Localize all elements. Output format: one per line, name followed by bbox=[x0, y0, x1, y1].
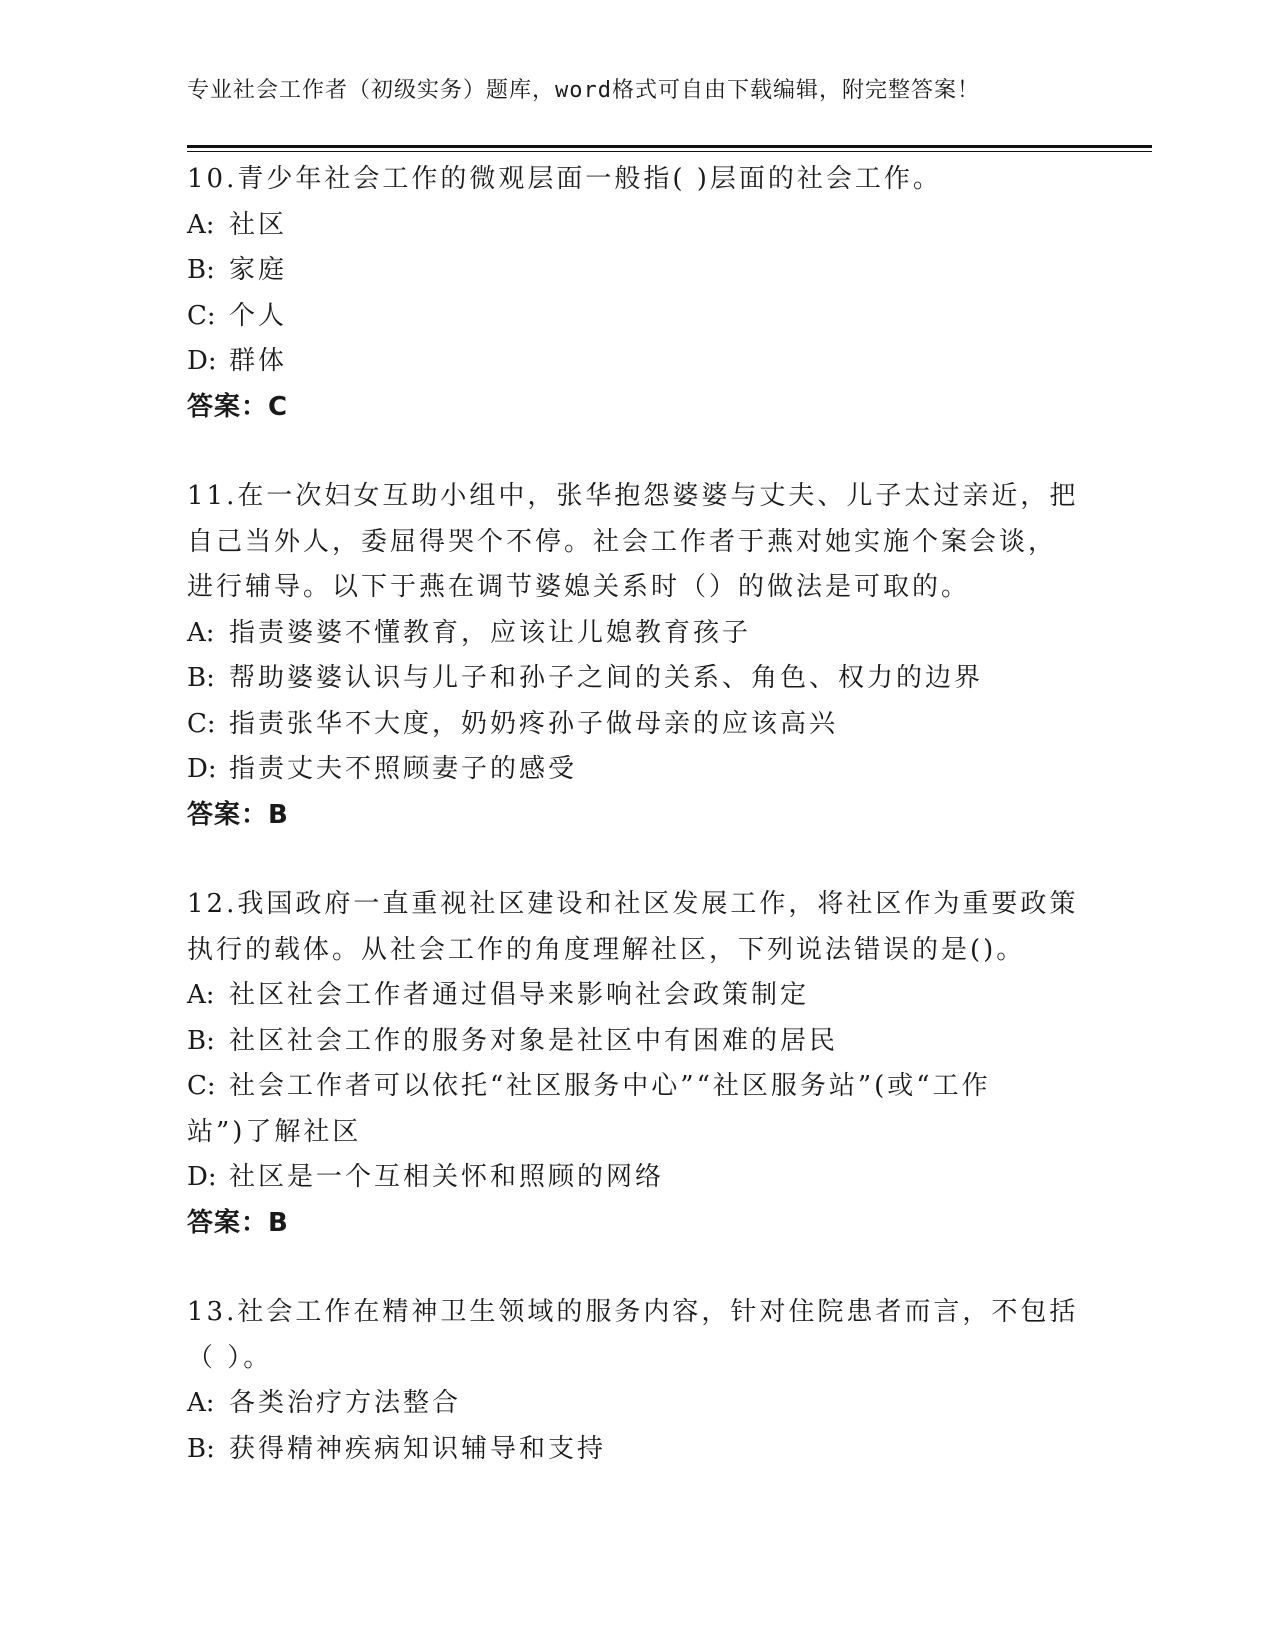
question-stem-line: 10.青少年社会工作的微观层面一般指( )层面的社会工作。 bbox=[187, 164, 942, 194]
option-key: C: bbox=[187, 1071, 216, 1101]
option-text: 帮助婆婆认识与儿子和孙子之间的关系、角色、权力的边界 bbox=[229, 663, 984, 693]
question-stem-line: 执行的载体。从社会工作的角度理解社区，下列说法错误的是()。 bbox=[187, 934, 1026, 965]
option-key: D: bbox=[187, 1162, 217, 1192]
answer-option bbox=[187, 656, 1087, 702]
option-key: A: bbox=[187, 980, 215, 1010]
answer-line: 答案：B bbox=[187, 1207, 289, 1238]
header-rule-thick bbox=[187, 145, 1152, 148]
option-text: 站”)了解社区 bbox=[187, 1116, 362, 1147]
answer-option bbox=[187, 973, 1087, 1019]
question-stem-line: 13.社会工作在精神卫生领域的服务内容，针对住院患者而言，不包括 bbox=[187, 1297, 1079, 1327]
question-stem-line: 自己当外人，委屈得哭个不停。社会工作者于燕对她实施个案会谈， bbox=[187, 526, 1058, 557]
option-text: 各类治疗方法整合 bbox=[229, 1388, 462, 1418]
option-text: 家庭 bbox=[229, 255, 288, 285]
option-text: 指责丈夫不照顾妻子的感受 bbox=[229, 754, 578, 784]
page-header: 专业社会工作者（初级实务）题库，word格式可自由下载编辑，附完整答案！ bbox=[187, 78, 980, 103]
answer-option bbox=[187, 1155, 1087, 1201]
option-text: 指责婆婆不懂教育，应该让儿媳教育孩子 bbox=[229, 617, 752, 648]
option-text: 社区社会工作者通过倡导来影响社会政策制定 bbox=[229, 980, 810, 1010]
answer-option bbox=[187, 339, 1087, 385]
answer-line: 答案：B bbox=[187, 799, 289, 830]
question-stem-line: 12.我国政府一直重视社区建设和社区发展工作，将社区作为重要政策 bbox=[187, 889, 1079, 919]
option-key: B: bbox=[187, 255, 215, 285]
option-text: 群体 bbox=[229, 346, 288, 376]
option-key: B: bbox=[187, 1433, 215, 1464]
question-stem-line: 11.在一次妇女互助小组中，张华抱怨婆婆与丈夫、儿子太过亲近，把 bbox=[187, 481, 1079, 511]
option-key: B: bbox=[187, 663, 215, 693]
option-key: D: bbox=[187, 346, 217, 376]
answer-option bbox=[187, 1064, 1087, 1110]
question-stem-line: （ ）。 bbox=[187, 1342, 273, 1373]
option-key: A: bbox=[187, 1388, 215, 1418]
answer-option bbox=[187, 747, 1087, 793]
option-key: D: bbox=[187, 754, 217, 784]
answer-option bbox=[187, 203, 1087, 249]
option-text: 社区是一个互相关怀和照顾的网络 bbox=[229, 1162, 665, 1192]
option-key: B: bbox=[187, 1025, 215, 1056]
option-text: 指责张华不大度，奶奶疼孙子做母亲的应该高兴 bbox=[229, 708, 839, 739]
option-key: A: bbox=[187, 209, 215, 240]
option-key: C: bbox=[187, 300, 216, 331]
option-text: 社会工作者可以依托“社区服务中心”“社区服务站”(或“工作 bbox=[229, 1071, 991, 1101]
answer-option bbox=[187, 702, 1087, 748]
question-stem-line: 进行辅导。以下于燕在调节婆媳关系时（）的做法是可取的。 bbox=[187, 572, 971, 602]
header-rule-thin bbox=[187, 151, 1152, 152]
option-text: 社区社会工作的服务对象是社区中有困难的居民 bbox=[229, 1025, 839, 1056]
option-text: 个人 bbox=[229, 300, 288, 331]
option-text: 社区 bbox=[229, 209, 288, 240]
option-text: 获得精神疾病知识辅导和支持 bbox=[229, 1433, 607, 1464]
answer-option bbox=[187, 248, 1087, 294]
option-key: A: bbox=[187, 617, 215, 648]
answer-option bbox=[187, 294, 1087, 340]
question-list bbox=[187, 157, 1087, 1516]
answer-option bbox=[187, 1427, 1087, 1473]
question-block bbox=[187, 474, 1087, 838]
answer-option bbox=[187, 1019, 1087, 1065]
question-block bbox=[187, 1290, 1087, 1472]
question-block bbox=[187, 882, 1087, 1246]
option-key: C: bbox=[187, 708, 216, 739]
answer-option bbox=[187, 611, 1087, 657]
question-block bbox=[187, 157, 1087, 430]
answer-option bbox=[187, 1110, 1087, 1156]
answer-line: 答案：C bbox=[187, 391, 289, 422]
answer-option bbox=[187, 1381, 1087, 1427]
